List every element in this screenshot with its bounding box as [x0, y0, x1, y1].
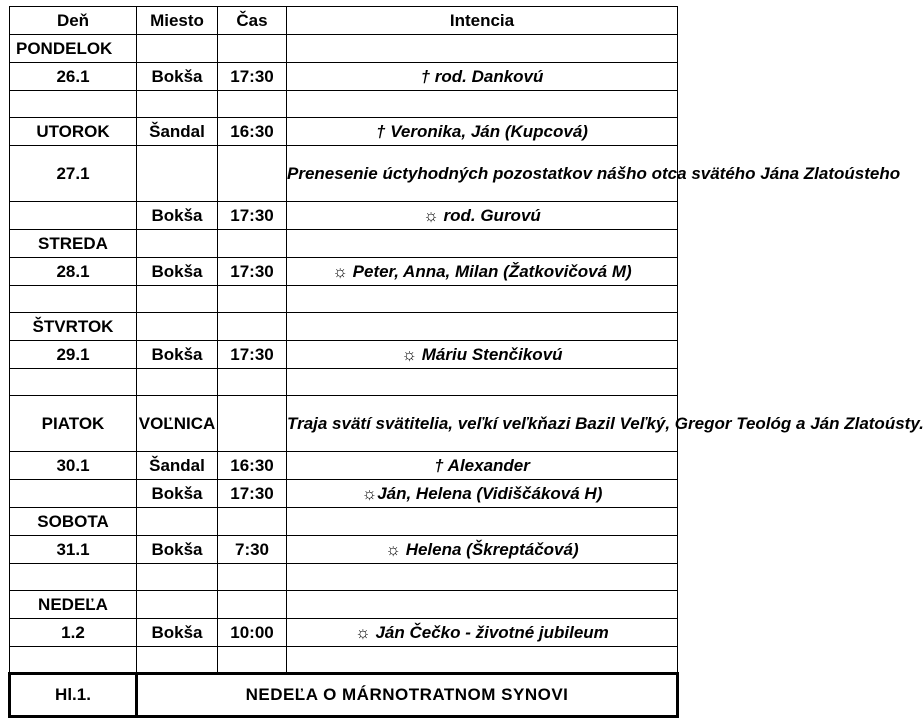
day-label: NEDEĽA [10, 591, 137, 619]
place-cell: Bokša [137, 619, 218, 647]
date-cell: 30.1 [10, 452, 137, 480]
day-label: ŠTVRTOK [10, 313, 137, 341]
table-row [10, 619, 678, 647]
place-cell: Bokša [137, 202, 218, 230]
intention-cell: † Veronika, Ján (Kupcová) [287, 118, 678, 146]
place-cell: Šandal [137, 118, 218, 146]
intention-cell: ☼Ján, Helena (Vidiščáková H) [287, 480, 678, 508]
table-row [10, 230, 678, 258]
day-label: SOBOTA [10, 508, 137, 536]
date-cell: 26.1 [10, 63, 137, 91]
time-cell: 17:30 [218, 341, 287, 369]
table-row [10, 63, 678, 91]
time-cell: 16:30 [218, 452, 287, 480]
schedule-table [8, 6, 924, 718]
intention-cell: † Alexander [287, 452, 678, 480]
day-label: PONDELOK [10, 35, 137, 63]
header-place: Miesto [137, 7, 218, 35]
spacer-row [10, 286, 678, 313]
day-label: STREDA [10, 230, 137, 258]
table-row [10, 480, 678, 508]
date-cell: 31.1 [10, 536, 137, 564]
place-cell: Bokša [137, 341, 218, 369]
time-cell: 7:30 [218, 536, 287, 564]
spacer-row [10, 91, 678, 118]
intention-cell: ☼ Peter, Anna, Milan (Žatkovičová M) [287, 258, 678, 286]
intention-cell: ☼ Helena (Škreptáčová) [287, 536, 678, 564]
date-cell: 29.1 [10, 341, 137, 369]
footer-row [10, 674, 678, 717]
spacer-row [10, 564, 678, 591]
time-cell: 10:00 [218, 619, 287, 647]
day-label: PIATOK [10, 396, 137, 452]
table-row [10, 396, 678, 452]
time-cell: 17:30 [218, 202, 287, 230]
place-cell: Bokša [137, 480, 218, 508]
place-cell: Bokša [137, 63, 218, 91]
header-row [10, 7, 678, 35]
intention-cell: ☼ Máriu Stenčikovú [287, 341, 678, 369]
time-cell: 17:30 [218, 63, 287, 91]
intention-cell: ☼ rod. Gurovú [287, 202, 678, 230]
footer-code: Hl.1. [10, 674, 137, 717]
table-row [10, 536, 678, 564]
intention-cell: ☼ Ján Čečko - životné jubileum [287, 619, 678, 647]
place-cell: Bokša [137, 536, 218, 564]
table-row [10, 508, 678, 536]
header-time: Čas [218, 7, 287, 35]
day-label: UTOROK [10, 118, 137, 146]
table-row [10, 146, 678, 202]
free-day-label: VOĽNICA [137, 396, 218, 452]
spacer-row [10, 369, 678, 396]
table-row [10, 202, 678, 230]
date-cell: 28.1 [10, 258, 137, 286]
time-cell: 17:30 [218, 258, 287, 286]
time-cell: 17:30 [218, 480, 287, 508]
place-cell: Šandal [137, 452, 218, 480]
place-cell: Bokša [137, 258, 218, 286]
time-cell: 16:30 [218, 118, 287, 146]
table-row [10, 313, 678, 341]
header-day: Deň [10, 7, 137, 35]
table-row [10, 591, 678, 619]
intention-cell: † rod. Dankovú [287, 63, 678, 91]
date-cell: 27.1 [10, 146, 137, 202]
table-row [10, 341, 678, 369]
feast-note: Traja svätí svätitelia, veľkí veľkňazi Bazil Veľký, Gregor Teológ a Ján Zlatoústy. [287, 396, 678, 452]
table-row [10, 452, 678, 480]
spacer-row [10, 647, 678, 674]
footer-title: NEDEĽA O MÁRNOTRATNOM SYNOVI [137, 674, 678, 717]
date-cell: 1.2 [10, 619, 137, 647]
feast-note: Prenesenie úctyhodných pozostatkov nášho otca svätého Jána Zlatoústeho [287, 146, 678, 202]
table-row [10, 35, 678, 63]
header-intention: Intencia [287, 7, 678, 35]
table-row [10, 258, 678, 286]
table-row [10, 118, 678, 146]
